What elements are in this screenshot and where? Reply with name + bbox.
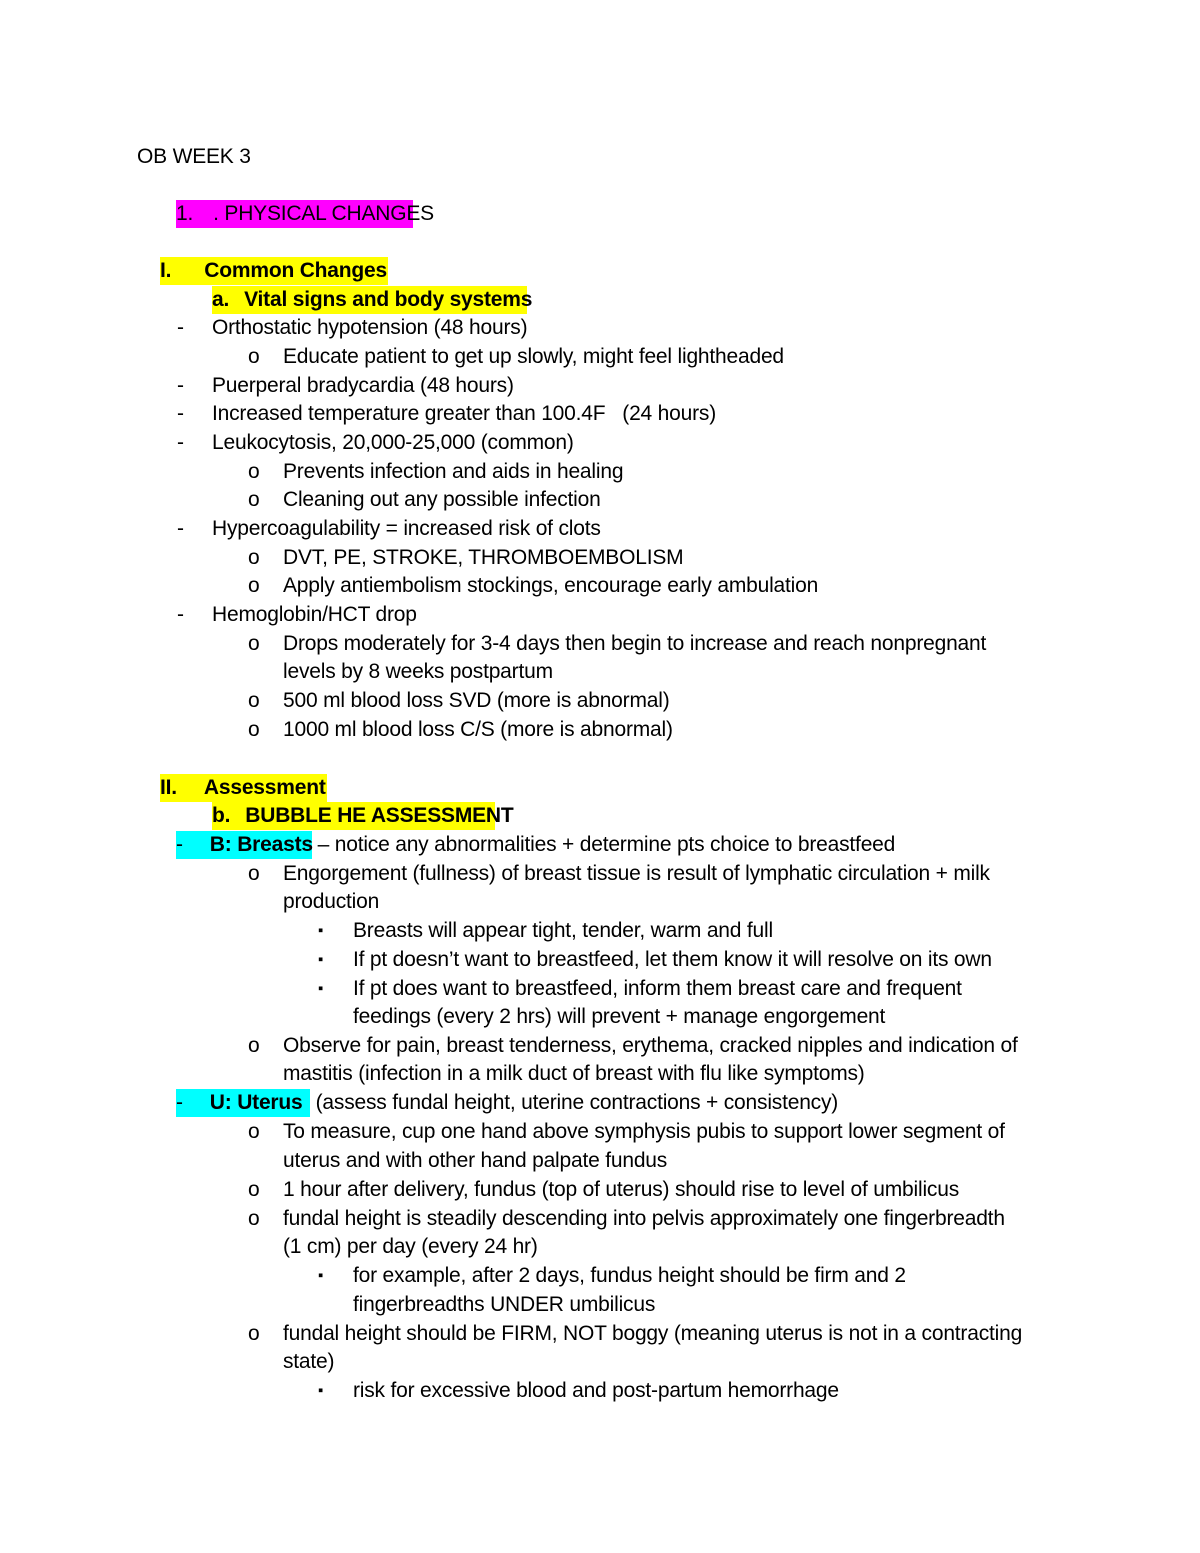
subheading-bubble-he bbox=[212, 802, 514, 830]
square-marker: ▪ bbox=[318, 1267, 324, 1284]
list-item-temperature: Increased temperature greater than 100.4F (24 hours) bbox=[212, 402, 716, 425]
part-title: Assessment bbox=[203, 776, 326, 799]
circle-marker: o bbox=[248, 345, 260, 368]
sub-item-drops-line1: Drops moderately for 3-4 days then begin to increase and reach nonpregnant bbox=[283, 632, 987, 655]
breasts-label: B: Breasts bbox=[209, 833, 313, 856]
doc-title: OB WEEK 3 bbox=[137, 145, 251, 168]
dash-marker: - bbox=[177, 517, 184, 540]
uterus-label-highlight bbox=[176, 1089, 310, 1117]
circle-marker: o bbox=[248, 546, 260, 569]
circle-marker: o bbox=[248, 1120, 260, 1143]
circle-marker: o bbox=[248, 862, 260, 885]
subheading-vital-signs bbox=[212, 286, 533, 314]
sub-item-observe-line2: mastitis (infection in a milk duct of breast with flu like symptoms) bbox=[283, 1062, 865, 1085]
dash-marker: - bbox=[177, 316, 184, 339]
sub-item-fundal-descending-line2: (1 cm) per day (every 24 hr) bbox=[283, 1235, 538, 1258]
sub-item-engorgement-line1: Engorgement (fullness) of breast tissue is result of lymphatic circulation + milk bbox=[283, 862, 990, 885]
dash-marker: - bbox=[177, 402, 184, 425]
breasts-line bbox=[176, 831, 895, 859]
bullet-example-line1: for example, after 2 days, fundus height should be firm and 2 bbox=[353, 1264, 906, 1287]
part-heading-assessment bbox=[160, 774, 327, 802]
sub-item-500ml: 500 ml blood loss SVD (more is abnormal) bbox=[283, 689, 670, 712]
circle-marker: o bbox=[248, 574, 260, 597]
sub-item-educate: Educate patient to get up slowly, might feel lightheaded bbox=[283, 345, 784, 368]
list-item-hemoglobin: Hemoglobin/HCT drop bbox=[212, 603, 417, 626]
section-heading bbox=[176, 200, 434, 228]
bullet-does-breastfeed-line1: If pt does want to breastfeed, inform them breast care and frequent bbox=[353, 977, 962, 1000]
sub-letter: b. bbox=[212, 804, 231, 827]
circle-marker: o bbox=[248, 1034, 260, 1057]
sub-item-stockings: Apply antiembolism stockings, encourage early ambulation bbox=[283, 574, 819, 597]
uterus-label: U: Uterus bbox=[209, 1091, 303, 1114]
part-title: Common Changes bbox=[204, 259, 387, 282]
circle-marker: o bbox=[248, 689, 260, 712]
bullet-risk: risk for excessive blood and post-partum hemorrhage bbox=[353, 1379, 839, 1402]
bullet-example-line2: fingerbreadths UNDER umbilicus bbox=[353, 1293, 656, 1316]
sub-item-observe-line1: Observe for pain, breast tenderness, erythema, cracked nipples and indication of bbox=[283, 1034, 1018, 1057]
dash-marker: - bbox=[176, 833, 183, 856]
breasts-text: – notice any abnormalities + determine pts choice to breastfeed bbox=[312, 833, 896, 856]
square-marker: ▪ bbox=[318, 922, 324, 939]
part-number: II. bbox=[160, 776, 177, 799]
bullet-does-breastfeed-line2: feedings (every 2 hrs) will prevent + manage engorgement bbox=[353, 1005, 886, 1028]
dash-marker: - bbox=[177, 603, 184, 626]
circle-marker: o bbox=[248, 632, 260, 655]
sub-item-drops-line2: levels by 8 weeks postpartum bbox=[283, 660, 553, 683]
square-marker: ▪ bbox=[318, 980, 324, 997]
part-number: I. bbox=[160, 259, 172, 282]
sub-item-measure-line2: uterus and with other hand palpate fundus bbox=[283, 1149, 668, 1172]
part-heading-common-changes bbox=[160, 257, 388, 285]
sub-item-engorgement-line2: production bbox=[283, 890, 380, 913]
sub-item-dvt: DVT, PE, STROKE, THROMBOEMBOLISM bbox=[283, 546, 684, 569]
circle-marker: o bbox=[248, 1178, 260, 1201]
square-marker: ▪ bbox=[318, 951, 324, 968]
circle-marker: o bbox=[248, 1322, 260, 1345]
list-item-leukocytosis: Leukocytosis, 20,000-25,000 (common) bbox=[212, 431, 574, 454]
list-item-bradycardia: Puerperal bradycardia (48 hours) bbox=[212, 374, 514, 397]
uterus-line bbox=[176, 1089, 838, 1117]
sub-title: Vital signs and body systems bbox=[244, 288, 533, 311]
list-item-hypercoagulability: Hypercoagulability = increased risk of clots bbox=[212, 517, 601, 540]
sub-letter: a. bbox=[212, 288, 230, 311]
breasts-label-highlight bbox=[176, 831, 312, 859]
circle-marker: o bbox=[248, 718, 260, 741]
bullet-breasts-appear: Breasts will appear tight, tender, warm and full bbox=[353, 919, 773, 942]
circle-marker: o bbox=[248, 460, 260, 483]
sub-item-measure-line1: To measure, cup one hand above symphysis pubis to support lower segment of bbox=[283, 1120, 1005, 1143]
sub-item-one-hour: 1 hour after delivery, fundus (top of uterus) should rise to level of umbilicus bbox=[283, 1178, 959, 1201]
section-title: . PHYSICAL CHANGES bbox=[213, 202, 434, 225]
list-item-orthostatic: Orthostatic hypotension (48 hours) bbox=[212, 316, 528, 339]
dash-marker: - bbox=[176, 1091, 183, 1114]
sub-item-firm-line1: fundal height should be FIRM, NOT boggy (meaning uterus is not in a contracting bbox=[283, 1322, 1023, 1345]
circle-marker: o bbox=[248, 1207, 260, 1230]
bullet-doesnt-breastfeed: If pt doesn’t want to breastfeed, let them know it will resolve on its own bbox=[353, 948, 992, 971]
section-number: 1. bbox=[176, 202, 194, 225]
dash-marker: - bbox=[177, 431, 184, 454]
sub-item-fundal-descending-line1: fundal height is steadily descending into pelvis approximately one fingerbreadth bbox=[283, 1207, 1005, 1230]
square-marker: ▪ bbox=[318, 1382, 324, 1399]
circle-marker: o bbox=[248, 488, 260, 511]
sub-item-cleaning: Cleaning out any possible infection bbox=[283, 488, 601, 511]
sub-item-firm-line2: state) bbox=[283, 1350, 335, 1373]
uterus-text: (assess fundal height, uterine contractions + consistency) bbox=[310, 1091, 839, 1114]
sub-item-1000ml: 1000 ml blood loss C/S (more is abnormal) bbox=[283, 718, 673, 741]
sub-title: BUBBLE HE ASSESSMENT bbox=[245, 804, 514, 827]
dash-marker: - bbox=[177, 374, 184, 397]
sub-item-prevents: Prevents infection and aids in healing bbox=[283, 460, 624, 483]
